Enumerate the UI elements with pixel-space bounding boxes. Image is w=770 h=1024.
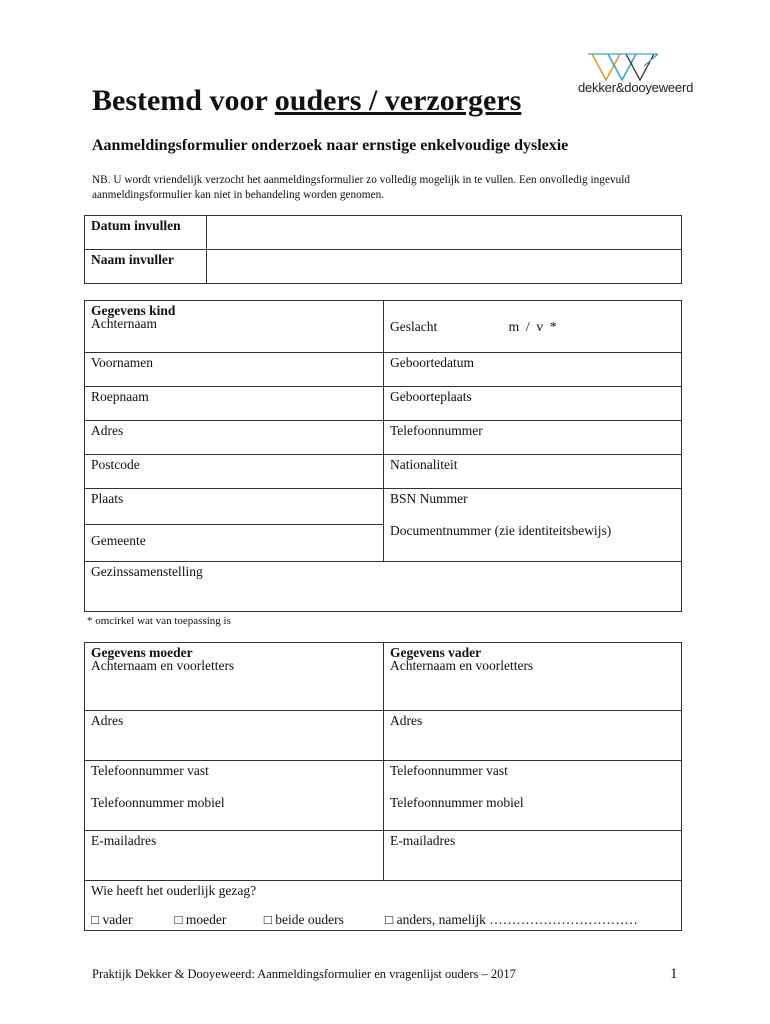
form-subtitle: Aanmeldingsformulier onderzoek naar ernstige enkelvoudige dyslexie xyxy=(92,137,569,154)
datum-invullen-label: Datum invullen xyxy=(85,216,207,250)
moeder-tel-vast-label: Telefoonnummer vast xyxy=(91,763,209,778)
gegevens-vader-title: Gegevens vader xyxy=(390,645,482,660)
page-title: Bestemd voor ouders / verzorgers xyxy=(92,84,522,117)
moeder-tel-mobiel-label: Telefoonnummer mobiel xyxy=(91,795,225,810)
achternaam-label: Achternaam xyxy=(91,316,157,331)
nationaliteit-label: Nationaliteit xyxy=(390,457,458,472)
geboortedatum-label: Geboortedatum xyxy=(390,355,474,370)
plaats-label: Plaats xyxy=(91,491,124,506)
documentnummer-label: Documentnummer (zie identiteitsbewijs) xyxy=(390,523,612,538)
voornamen-label: Voornamen xyxy=(91,355,153,370)
invuller-table xyxy=(84,215,682,284)
page-footer: Praktijk Dekker & Dooyeweerd: Aanmeldingsformulier en vragenlijst ouders – 2017 xyxy=(92,967,516,981)
roepnaam-field[interactable] xyxy=(85,387,384,421)
adres-label: Adres xyxy=(91,423,124,438)
gemeente-field[interactable] xyxy=(85,525,384,562)
achternaam-vader-field[interactable] xyxy=(384,643,682,711)
naam-invuller-field[interactable] xyxy=(207,250,682,284)
achternaam-kind-field[interactable] xyxy=(85,301,384,353)
vader-email-label: E-mailadres xyxy=(390,833,456,848)
vader-tel-mobiel-label: Telefoonnummer mobiel xyxy=(390,795,524,810)
geboorteplaats-label: Geboorteplaats xyxy=(390,389,472,404)
moeder-achternaam-label: Achternaam en voorletters xyxy=(91,658,235,673)
adres-kind-field[interactable] xyxy=(85,421,384,455)
adres-vader-field[interactable] xyxy=(384,711,682,761)
footnote: * omcirkel wat van toepassing is xyxy=(87,615,231,627)
telefoonnummer-field[interactable] xyxy=(384,421,682,455)
gezag-option-vader[interactable]: □ vader xyxy=(91,912,133,927)
gezinssamenstelling-field[interactable] xyxy=(85,562,682,612)
gezinssamenstelling-label: Gezinssamenstelling xyxy=(91,564,203,579)
bsn-document-field[interactable] xyxy=(384,489,682,562)
company-logo xyxy=(578,48,694,104)
gezag-option-moeder[interactable]: □ moeder xyxy=(174,912,227,927)
moeder-adres-label: Adres xyxy=(91,713,124,728)
gegevens-kind-table xyxy=(84,300,682,612)
email-moeder-field[interactable] xyxy=(85,831,384,881)
gegevens-kind-title: Gegevens kind xyxy=(91,303,176,318)
vader-adres-label: Adres xyxy=(390,713,423,728)
vader-tel-vast-label: Telefoonnummer vast xyxy=(390,763,508,778)
geboortedatum-field[interactable] xyxy=(384,353,682,387)
geboorteplaats-field[interactable] xyxy=(384,387,682,421)
achternaam-moeder-field[interactable] xyxy=(85,643,384,711)
roepnaam-label: Roepnaam xyxy=(91,389,149,404)
postcode-field[interactable] xyxy=(85,455,384,489)
nationaliteit-field[interactable] xyxy=(384,455,682,489)
instruction-note: NB. U wordt vriendelijk verzocht het aanmeldingsformulier zo volledig mogelijk in te vullen. Een onvolledig ingevuld aanmeldingsformulier kan niet in behandeling worden genomen. xyxy=(92,174,631,201)
gemeente-label: Gemeente xyxy=(91,533,146,548)
geslacht-options[interactable]: m / v * xyxy=(508,319,557,334)
gezag-option-anders[interactable]: □ anders, namelijk …………………………… xyxy=(385,912,638,927)
ouderlijk-gezag-field xyxy=(85,881,682,931)
naam-invuller-label: Naam invuller xyxy=(85,250,207,284)
gegevens-ouders-table xyxy=(84,642,682,931)
moeder-email-label: E-mailadres xyxy=(91,833,157,848)
gegevens-moeder-title: Gegevens moeder xyxy=(91,645,193,660)
voornamen-field[interactable] xyxy=(85,353,384,387)
logo-mark-icon xyxy=(578,48,682,84)
vader-achternaam-label: Achternaam en voorletters xyxy=(390,658,534,673)
postcode-label: Postcode xyxy=(91,457,140,472)
gezag-question: Wie heeft het ouderlijk gezag? xyxy=(91,883,257,898)
page-number: 1 xyxy=(670,966,678,982)
telefoon-vader-field[interactable] xyxy=(384,761,682,831)
telefoon-moeder-field[interactable] xyxy=(85,761,384,831)
adres-moeder-field[interactable] xyxy=(85,711,384,761)
email-vader-field[interactable] xyxy=(384,831,682,881)
logo-text: dekker&dooyeweerd xyxy=(578,80,694,95)
gezag-option-beide[interactable]: □ beide ouders xyxy=(263,912,344,927)
bsn-label: BSN Nummer xyxy=(390,491,468,506)
geslacht-field[interactable] xyxy=(384,301,682,353)
telefoonnummer-label: Telefoonnummer xyxy=(390,423,483,438)
plaats-field[interactable] xyxy=(85,489,384,525)
datum-invullen-field[interactable] xyxy=(207,216,682,250)
geslacht-label: Geslacht xyxy=(390,319,438,334)
